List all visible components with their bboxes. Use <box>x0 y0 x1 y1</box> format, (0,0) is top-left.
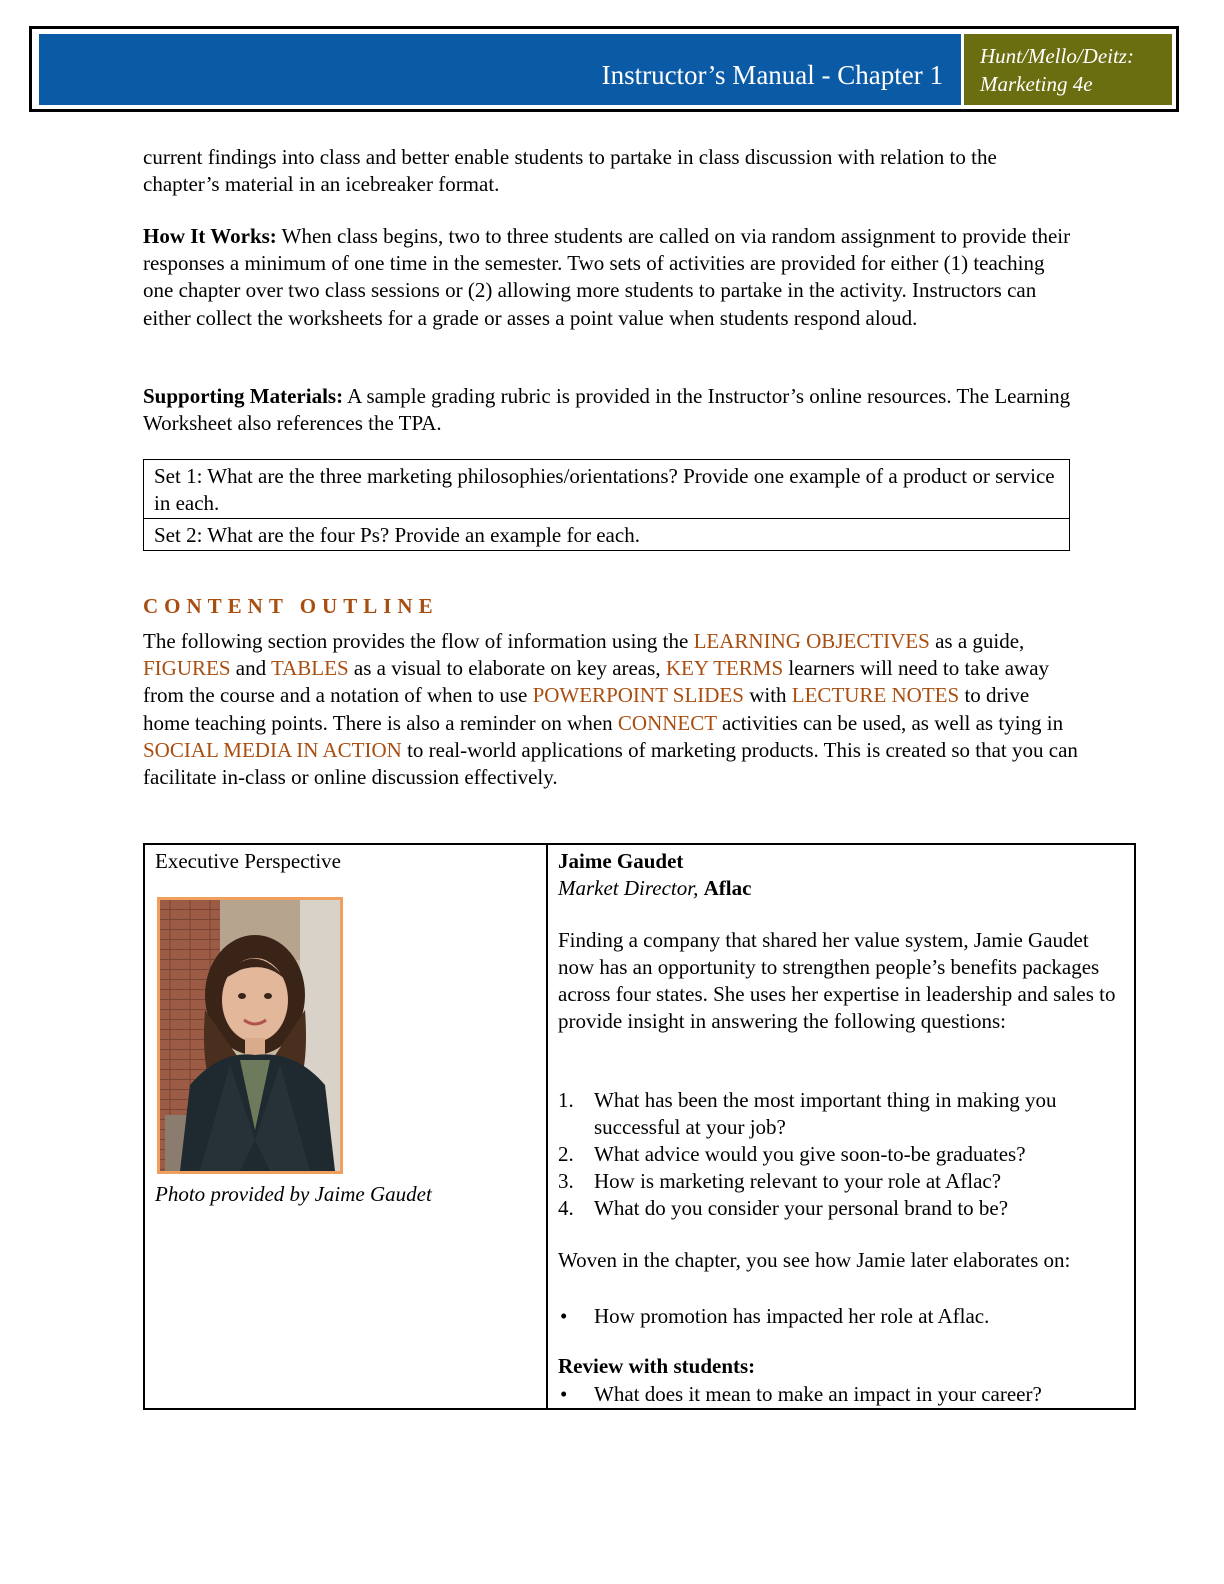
keyword-key-terms: KEY TERMS <box>665 656 784 681</box>
supporting-materials-paragraph <box>143 383 1078 437</box>
executive-role: Market Director, <box>558 876 699 900</box>
question-number: 4. <box>558 1196 574 1220</box>
question-text: What do you consider your personal brand to be? <box>594 1196 1009 1220</box>
how-it-works-label: How It Works: <box>143 224 277 248</box>
page-header <box>29 26 1179 112</box>
outline-text: to real-world applications of marketing products. This is created so that you can facilitate in-class or online discussion effectively. <box>143 737 1078 790</box>
content-outline-heading: CONTENT OUTLINE <box>143 594 439 618</box>
outline-text: The following section provides the flow of information using the <box>143 629 694 653</box>
bullet-text: What does it mean to make an impact in your career? <box>594 1382 1042 1406</box>
review-label: Review with students: <box>558 1354 756 1378</box>
bullet-text: How promotion has impacted her role at Aflac. <box>594 1304 990 1328</box>
outline-text: as a visual to elaborate on key areas, <box>348 656 666 681</box>
supporting-materials-text: A sample grading rubric is provided in the Instructor’s online resources. The Learning Worksheet also references the TPA. <box>143 384 1071 436</box>
woven-text: Woven in the chapter, you see how Jamie later elaborates on: <box>558 1248 1071 1272</box>
outline-text: and <box>230 656 271 681</box>
question-number: 3. <box>558 1169 574 1193</box>
supporting-materials-label: Supporting Materials: <box>143 384 344 408</box>
executive-company: Aflac <box>703 876 752 900</box>
bullet-icon: • <box>560 1382 568 1406</box>
question-text: What has been the most important thing in making you successful at your job? <box>594 1088 1057 1139</box>
executive-perspective-table <box>143 843 1136 1410</box>
keyword-connect: CONNECT <box>617 710 717 735</box>
intro-paragraph <box>143 144 1078 198</box>
header-book: Marketing 4e <box>980 72 1093 96</box>
outline-text: learners will need to take away from the course and a notation of when to use <box>143 656 1050 708</box>
keyword-lecture-notes: LECTURE NOTES <box>791 683 960 708</box>
outline-text: as a guide, <box>929 629 1025 653</box>
photo-caption: Photo provided by Jaime Gaudet <box>155 1182 432 1206</box>
question-number: 2. <box>558 1142 574 1166</box>
executive-intro: Finding a company that shared her value system, Jamie Gaudet now has an opportunity to strengthen people’s benefits packages across four states. She uses her expertise in leadership and sales to provide insight in answering the following questions: <box>558 928 1116 1033</box>
keyword-powerpoint-slides: POWERPOINT SLIDES <box>532 683 744 708</box>
outline-text: with <box>743 683 792 708</box>
question-number: 1. <box>558 1088 574 1112</box>
executive-title-line <box>558 875 751 902</box>
bullet-icon: • <box>560 1304 568 1328</box>
executive-perspective-label: Executive Perspective <box>155 849 342 873</box>
keyword-figures: FIGURES <box>143 656 231 681</box>
executive-name: Jaime Gaudet <box>558 849 684 873</box>
portrait-image-icon <box>160 900 340 1171</box>
how-it-works-text: When class begins, two to three students are called on via random assignment to provide their responses a minimum of one time in the semester. Two sets of activities are provided for either (1) teaching one chapter over two class sessions or (2) allowing more students to partake in the activity. Instructors can either collect the worksheets for a grade or asses a point value when students respond aloud. <box>143 224 1071 330</box>
question-text: What advice would you give soon-to-be graduates? <box>594 1142 1026 1166</box>
executive-photo <box>157 897 343 1174</box>
content-outline-paragraph <box>143 628 1078 791</box>
question-text: How is marketing relevant to your role at Aflac? <box>594 1169 1002 1193</box>
intro-text: current findings into class and better enable students to partake in class discussion with relation to the chapter’s material in an icebreaker format. <box>143 145 997 197</box>
activity-sets-table <box>143 459 1070 551</box>
keyword-learning-objectives: LEARNING OBJECTIVES <box>693 629 930 653</box>
keyword-tables: TABLES <box>270 656 349 681</box>
outline-text: activities can be used, as well as tying in <box>716 710 1064 735</box>
table-divider <box>546 845 548 1408</box>
activity-set-row: Set 1: What are the three marketing philosophies/orientations? Provide one example of a product or service in each. <box>154 464 1055 515</box>
header-title: Instructor’s Manual - Chapter 1 <box>601 60 943 90</box>
header-authors: Hunt/Mello/Deitz: <box>980 44 1134 68</box>
keyword-social-media-in-action: SOCIAL MEDIA IN ACTION <box>143 737 402 762</box>
activity-set-row: Set 2: What are the four Ps? Provide an example for each. <box>144 518 1069 550</box>
header-book-block <box>964 34 1172 105</box>
header-title-block <box>39 34 961 105</box>
how-it-works-paragraph <box>143 223 1078 332</box>
outline-text: to drive home teaching points. There is also a reminder on when <box>143 683 1030 735</box>
